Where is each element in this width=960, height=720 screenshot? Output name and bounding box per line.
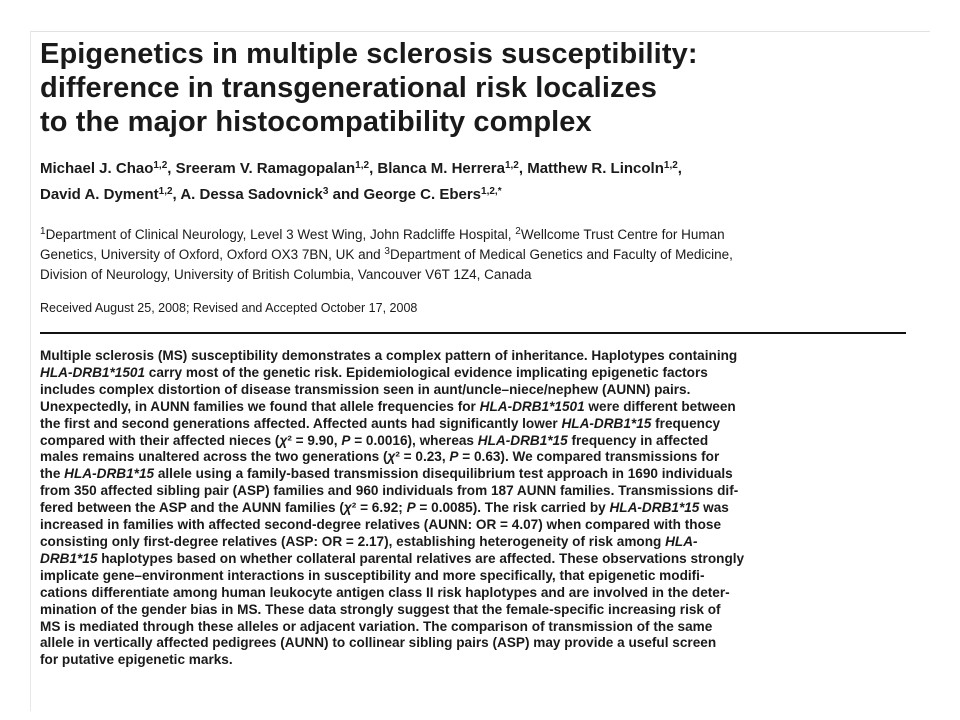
author-separator: , — [167, 160, 176, 177]
abstract-text: increased in families with affected second-degree relatives (AUNN: OR = 4.07) when compared with those — [40, 517, 722, 533]
abstract-text: the — [40, 466, 65, 482]
abstract-text: = 0.0016), whereas — [350, 432, 478, 448]
author-affiliation-marker: 1,2 — [153, 160, 168, 171]
title-line: Epigenetics in multiple sclerosis susceptibility: — [40, 38, 698, 70]
author-separator: , — [369, 160, 378, 177]
abstract-text: fered between the ASP and the AUNN families ( — [40, 500, 344, 516]
title-line: to the major histocompatibility complex — [40, 106, 592, 138]
affiliation-text: Division of Neurology, University of British Columbia, Vancouver V6T 1Z4, Canada — [40, 267, 532, 282]
affiliation-marker: 2 — [515, 226, 521, 237]
author-name: Blanca M. Herrera — [377, 160, 505, 177]
author-separator: , — [518, 160, 528, 177]
abstract-line — [40, 382, 910, 399]
affiliation-text: Department of Clinical Neurology, Level 3 West Wing, John Radcliffe Hospital, — [45, 227, 516, 242]
affiliation-text: Genetics, University of Oxford, Oxford OX3 7BN, UK and — [40, 247, 385, 262]
author-affiliation-marker: 1,2,* — [481, 186, 502, 197]
abstract — [40, 348, 910, 669]
abstract-text: the first and second generations affected. Affected aunts had significantly lower — [40, 415, 562, 431]
abstract-text: carry most of the genetic risk. Epidemiological evidence implicating epigenetic factors — [145, 364, 708, 380]
affiliation-text: Department of Medical Genetics and Faculty of Medicine, — [389, 247, 733, 262]
author-affiliation-marker: 1,2 — [158, 186, 173, 197]
affiliation-line — [40, 245, 930, 265]
abstract-line — [40, 534, 910, 551]
abstract-line — [40, 652, 910, 669]
abstract-italic-term: DRB1*15 — [40, 550, 98, 566]
abstract-line — [40, 635, 910, 652]
page-border-top — [30, 31, 930, 32]
author-name: Matthew R. Lincoln — [527, 160, 664, 177]
author-affiliation-marker: 1,2 — [663, 160, 678, 171]
abstract-italic-term: HLA-DRB1*15 — [64, 466, 155, 482]
section-divider — [40, 332, 906, 334]
abstract-line — [40, 568, 910, 585]
abstract-line — [40, 483, 910, 500]
author-separator: , — [677, 160, 682, 177]
affiliation-marker: 1 — [40, 226, 46, 237]
abstract-text: males remains unaltered across the two generations ( — [40, 449, 388, 465]
author-affiliation-marker: 1,2 — [504, 160, 519, 171]
abstract-line — [40, 449, 910, 466]
page-border-left — [30, 31, 31, 711]
affiliation-line — [40, 225, 930, 245]
author-separator: and — [328, 186, 364, 203]
affiliation-text: Wellcome Trust Centre for Human — [520, 227, 725, 242]
abstract-line — [40, 416, 910, 433]
abstract-line — [40, 365, 910, 382]
abstract-line — [40, 399, 910, 416]
abstract-italic-term: P — [449, 449, 459, 465]
author-name: Michael J. Chao — [40, 160, 154, 177]
abstract-text: includes complex distortion of disease transmission seen in aunt/uncle–niece/nephew (AUNN) pairs. — [40, 381, 691, 397]
abstract-text: Unexpectedly, in AUNN families we found that allele frequencies for — [40, 398, 480, 414]
abstract-text: allele in vertically affected pedigrees (AUNN) to collinear sibling pairs (ASP) may provide a useful screen — [40, 635, 717, 651]
abstract-line — [40, 348, 910, 365]
abstract-text: implicate gene–environment interactions in susceptibility and more specifically, that epigenetic modifi- — [40, 567, 705, 583]
affiliation-marker: 3 — [384, 246, 390, 257]
abstract-italic-term: χ — [279, 432, 288, 448]
abstract-text: allele using a family-based transmission disequilibrium test approach in 1690 individuals — [154, 466, 733, 482]
author-name: George C. Ebers — [363, 186, 482, 203]
abstract-text: ² = 6.92; — [351, 500, 407, 516]
abstract-text: haplotypes based on whether collateral parental relatives are affected. These observations strongly — [97, 550, 745, 566]
abstract-text: MS is mediated through these alleles or adjacent variation. The comparison of transmission of the same — [40, 618, 713, 634]
paper-title — [40, 37, 930, 139]
abstract-text: consisting only first-degree relatives (ASP: OR = 2.17), establishing heterogeneity of risk among — [40, 533, 666, 549]
author-name: David A. Dyment — [40, 186, 159, 203]
abstract-text: = 0.63). We compared transmissions for — [458, 449, 720, 465]
abstract-text: ² = 9.90, — [287, 432, 342, 448]
affiliations — [40, 225, 930, 285]
abstract-line — [40, 585, 910, 602]
abstract-italic-term: HLA-DRB1*1501 — [40, 364, 146, 380]
abstract-line — [40, 517, 910, 534]
author-separator: , — [172, 186, 181, 203]
abstract-line — [40, 551, 910, 568]
abstract-text: cations differentiate among human leukocyte antigen class II risk haplotypes and are involved in the deter- — [40, 584, 730, 600]
abstract-text: frequency in affected — [567, 432, 709, 448]
abstract-italic-term: χ — [387, 449, 396, 465]
abstract-italic-term: HLA-DRB1*15 — [477, 432, 568, 448]
abstract-text: frequency — [651, 415, 721, 431]
abstract-line — [40, 500, 910, 517]
abstract-italic-term: P — [341, 432, 351, 448]
abstract-italic-term: χ — [343, 500, 352, 516]
abstract-text: compared with their affected nieces ( — [40, 432, 280, 448]
author-line — [40, 182, 930, 208]
title-line: difference in transgenerational risk localizes — [40, 72, 658, 104]
abstract-text: were different between — [584, 398, 736, 414]
author-affiliation-marker: 1,2 — [355, 160, 370, 171]
received-dates: Received August 25, 2008; Revised and Accepted October 17, 2008 — [40, 301, 418, 315]
abstract-text: for putative epigenetic marks. — [40, 652, 233, 668]
abstract-italic-term: HLA- — [665, 533, 698, 549]
abstract-italic-term: HLA-DRB1*15 — [561, 415, 652, 431]
abstract-line — [40, 466, 910, 483]
abstract-italic-term: HLA-DRB1*1501 — [479, 398, 585, 414]
abstract-italic-term: HLA-DRB1*15 — [609, 500, 700, 516]
author-list — [40, 156, 930, 208]
author-affiliation-marker: 3 — [322, 186, 329, 197]
abstract-text: Multiple sclerosis (MS) susceptibility demonstrates a complex pattern of inheritance. Haplotypes containing — [40, 348, 738, 363]
abstract-line — [40, 433, 910, 450]
author-line — [40, 156, 930, 182]
author-name: Sreeram V. Ramagopalan — [175, 160, 356, 177]
abstract-italic-term: P — [406, 500, 416, 516]
abstract-text: from 350 affected sibling pair (ASP) families and 960 individuals from 187 AUNN families. Transmissions dif- — [40, 483, 739, 499]
abstract-text: = 0.0085). The risk carried by — [415, 500, 610, 516]
abstract-line — [40, 602, 910, 619]
abstract-text: was — [699, 500, 729, 516]
abstract-line — [40, 619, 910, 636]
affiliation-line — [40, 265, 930, 285]
abstract-text: mination of the gender bias in MS. These data strongly suggest that the female-specific increasing risk of — [40, 601, 721, 617]
abstract-text: ² = 0.23, — [395, 449, 450, 465]
author-name: A. Dessa Sadovnick — [180, 186, 323, 203]
